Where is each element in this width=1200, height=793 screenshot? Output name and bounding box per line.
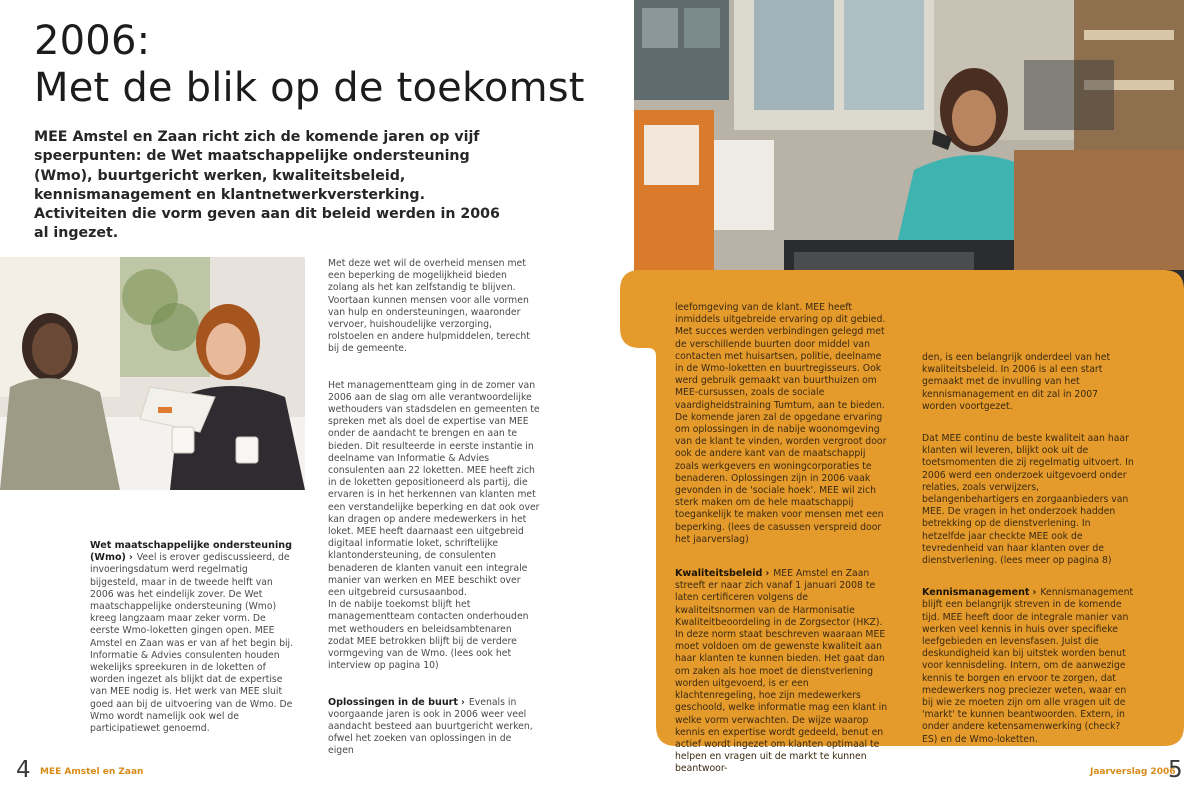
column-text: Kennismanagement blijft een belangrijk streven in de komende tijd. MEE heeft door de integrale manier van werken veel kennis in huis over specifieke leefgebieden en levensfasen. Juist die deskundigheid kan bij uitstek worden benut voor kennisdeling. Intern, om de aanwezige kennis te borgen en ervoor te zorgen, dat medewerkers nog preciezer weten, waar en bij wie ze moeten zijn om alle vragen uit de 'markt' te kunnen beantwoorden. Extern, in onder andere ketensamenwerking (check? ES) en de Wmo-loketten. <box>922 587 1134 745</box>
chevron-right-icon: › <box>765 568 770 580</box>
paragraph: De komende jaren zal de opgedane ervaring om oplossingen in de nabije woonomgeving van de klant te vinden, worden vergroot door ook de andere kant van de maatschappij zoals werkgevers en woningcorporaties te benaderen. Oplossingen zijn in 2006 vaak gevonden in de 'sociale hoek'. MEE wil zich sterk maken om de hele maatschappij toegankelijk te maken voor mensen met een beperking. (lees de casussen verspreid door het jaarverslag) <box>675 411 887 545</box>
column-buurt-kwaliteit <box>675 302 888 787</box>
paragraph: leefomgeving van de klant. MEE heeft inmiddels uitgebreide ervaring op dit gebied. Met succes werden verbindingen gelegd met de verschillende buurten door middel van contacten met huisartsen, politie, deelname in de Wmo-loketten en buurtregisseurs. Ook werd gebruik gemaakt van buurthuizen om MEE-cursussen, zoals de sociale vaardigheidstraining Tumtum, aan te bieden. <box>675 302 886 411</box>
chevron-right-icon: › <box>128 552 133 564</box>
footer-org-name: MEE Amstel en Zaan <box>40 767 144 777</box>
section-heading-buurt: Oplossingen in de buurt <box>328 696 459 708</box>
column-text: MEE Amstel en Zaan streeft er naar zich vanaf 1 januari 2008 te laten certificeren volgens de kwaliteitsnormen van de Harmonisatie Kwaliteitbeoordeling in de Zorgsector (HKZ). In deze norm staat beschreven waaraan MEE moet voldoen om de gewenste kwaliteit aan haar klanten te kunnen bieden. Het gaat dan om zaken als hoe moet de dienstverlening worden uitgevoerd, is er een klachtenregeling, hoe zijn medewerkers geschoold, welke informatie mag een klant in welke vorm verwachten. De wijze waarop kennis en expertise wordt gedeeld, benut en actief wordt ingezet om klanten optimaal te helpen en vragen uit de markt te kunnen beantwoor- <box>675 568 888 775</box>
title-year: 2006: <box>34 18 151 64</box>
section-heading-kennismanagement: Kennismanagement <box>922 587 1030 599</box>
paragraph: Het managementteam ging in de zomer van 2006 aan de slag om alle verantwoordelijke wethouders van stadsdelen en gemeenten te spreken met als doel de expertise van MEE onder de aandacht te brengen en aan te bieden. Dit resulteerde in eerste instantie in deelname van Informatie & Advies consulenten aan 22 loketten. MEE heeft zich in de loketten gepositioneerd als partij, die ervaren is in het herkennen van klanten met een verstandelijke beperking en dat ook over kan dragen op andere medewerkers in het loket. MEE heeft daarnaast een uitgebreid digitaal informatie loket, schriftelijke klantondersteuning, de consulenten benaderen de klanten vanuit een integrale manier van werken en MEE beschikt over een uitgebreid cursusaanbod. <box>328 379 540 599</box>
section-heading-kwaliteitsbeleid: Kwaliteitsbeleid <box>675 568 763 580</box>
column-management <box>328 258 540 769</box>
section-heading-wmo: Wet maatschappelijke ondersteuning (Wmo) <box>90 540 292 564</box>
column-kennis <box>922 352 1134 757</box>
page-title <box>34 18 594 112</box>
page-number-left: 4 <box>16 757 31 783</box>
photo-two-women <box>0 257 305 490</box>
paragraph: Met deze wet wil de overheid mensen met een beperking de mogelijkheid bieden zolang als het kan zelfstandig te blijven. Voortaan kunnen mensen voor alle vormen van hulp en ondersteuningen, waaronder vervoer, huishoudelijke verzorging, rolstoelen en andere hulpmiddelen, terecht bij de gemeente. <box>328 258 530 355</box>
column-text: Evenals in voorgaande jaren is ook in 2006 weer veel aandacht besteed aan buurtgericht werken, ofwel het zoeken van oplossingen in de eigen <box>328 696 533 757</box>
footer-report-name: Jaarverslag 2006 <box>1090 767 1176 777</box>
chevron-right-icon: › <box>461 696 465 708</box>
lead-paragraph: MEE Amstel en Zaan richt zich de komende jaren op vijf speerpunten: de Wet maatschappelijke ondersteuning (Wmo), buurtgericht werken, kwaliteitsbeleid, kennismanagement en klantnetwerkversterking. Activiteiten die vorm geven aan dit beleid werden in 2006 al ingezet. <box>34 129 500 242</box>
paragraph: den, is een belangrijk onderdeel van het kwaliteitsbeleid. In 2006 is al een start gemaakt met de invulling van het kennismanagement en dit zal in 2007 worden voortgezet. <box>922 352 1111 412</box>
paragraph: Dat MEE continu de beste kwaliteit aan haar klanten wil leveren, blijkt ook uit de toetsmomenten die zij regelmatig uitvoert. In 2006 werd een onderzoek uitgevoerd onder relaties, zoals verwijzers, belangenbehartigers en zorgaanbieders van MEE. De vragen in het onderzoek hadden betrekking op de dienstverlening. In hetzelfde jaar checkte MEE ook de tevredenheid van haar klanten over de dienstverlening. (lees meer op pagina 8) <box>922 433 1134 567</box>
column-wmo <box>90 540 297 746</box>
two-women-reading-photo-icon <box>0 257 305 490</box>
title-main: Met de blik op de toekomst <box>34 65 585 111</box>
page-number-right: 5 <box>1168 757 1183 783</box>
column-text: Veel is erover gediscussieerd, de invoeringsdatum werd regelmatig bijgesteld, maar in de tweede helft van 2006 was het eindelijk zover. De Wet maatschappelijke ondersteuning (Wmo) kreeg langzaam maar zeker vorm. De eerste Wmo-loketten gingen open. MEE Amstel en Zaan was er van af het begin bij. Informatie & Advies consulenten houden wekelijks spreekuren in de loketten of worden ingezet als blijkt dat de expertise van MEE nodig is. Het werk van MEE sluit goed aan bij de uitvoering van de Wmo. De Wmo wordt namelijk ook wel de participatiewet genoemd. <box>90 552 294 735</box>
paragraph: In de nabije toekomst blijft het managementteam contacten onderhouden met wethouders en beleidsambtenaren zodat MEE betrokken blijft bij de verdere vormgeving van de Wmo. (lees ook het interview op pagina 10) <box>328 599 529 672</box>
chevron-right-icon: › <box>1032 587 1037 599</box>
